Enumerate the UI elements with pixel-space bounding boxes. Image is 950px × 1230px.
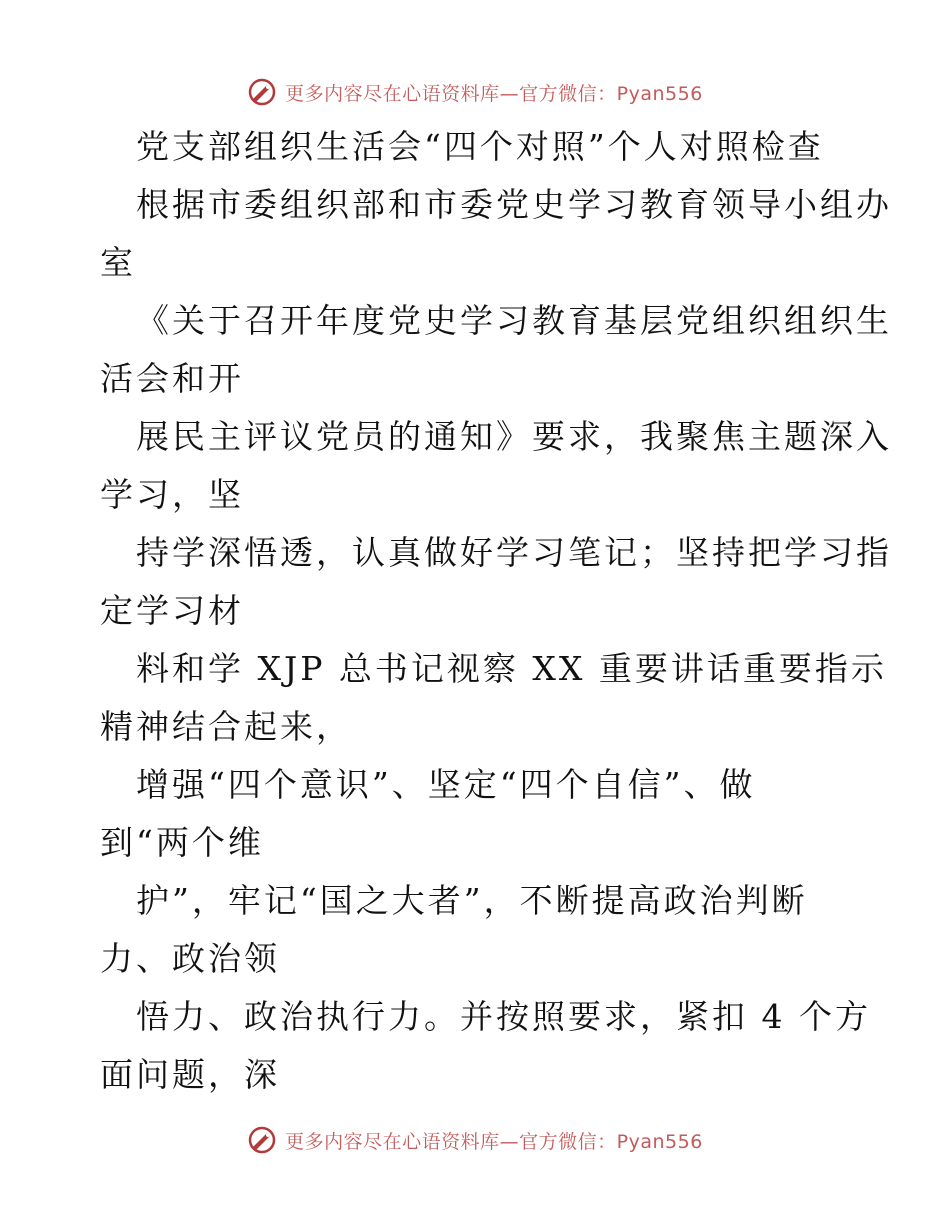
- text-line: 悟力、政治执行力。并按照要求，紧扣 4 个方: [136, 997, 871, 1036]
- footer-watermark: [0, 1120, 950, 1160]
- text-line: 活会和开: [100, 359, 244, 398]
- text-line: 面问题，深: [100, 1055, 280, 1094]
- text-line: 学习，坚: [100, 475, 244, 514]
- text-line: 料和学 XJP 总书记视察 XX 重要讲话重要指示: [136, 649, 887, 688]
- text-line: 力、政治领: [100, 939, 280, 978]
- pen-logo-icon: [247, 77, 277, 107]
- document-body: [100, 118, 892, 1104]
- text-line: 持学深悟透，认真做好学习笔记；坚持把学习指: [136, 533, 892, 572]
- text-line: 展民主评议党员的通知》要求，我聚焦主题深入: [136, 417, 892, 456]
- document-title: 党支部组织生活会“四个对照”个人对照检查: [136, 127, 824, 166]
- text-line: 到“两个维: [100, 823, 264, 862]
- text-line: 护”，牢记“国之大者”，不断提高政治判断: [136, 881, 808, 920]
- text-line: 精神结合起来，: [100, 707, 352, 746]
- pen-logo-icon: [247, 1125, 277, 1155]
- watermark-text: 更多内容尽在心语资料库—官方微信：Pyan556: [285, 1130, 703, 1153]
- text-line: 定学习材: [100, 591, 244, 630]
- text-line: 根据市委组织部和市委党史学习教育领导小组办: [136, 185, 892, 224]
- text-line: 《关于召开年度党史学习教育基层党组织组织生: [136, 301, 892, 340]
- text-line: 增强“四个意识”、坚定“四个自信”、做: [136, 765, 756, 804]
- watermark-text: 更多内容尽在心语资料库—官方微信：Pyan556: [285, 82, 703, 105]
- header-watermark: [0, 72, 950, 112]
- text-line: 室: [100, 243, 136, 282]
